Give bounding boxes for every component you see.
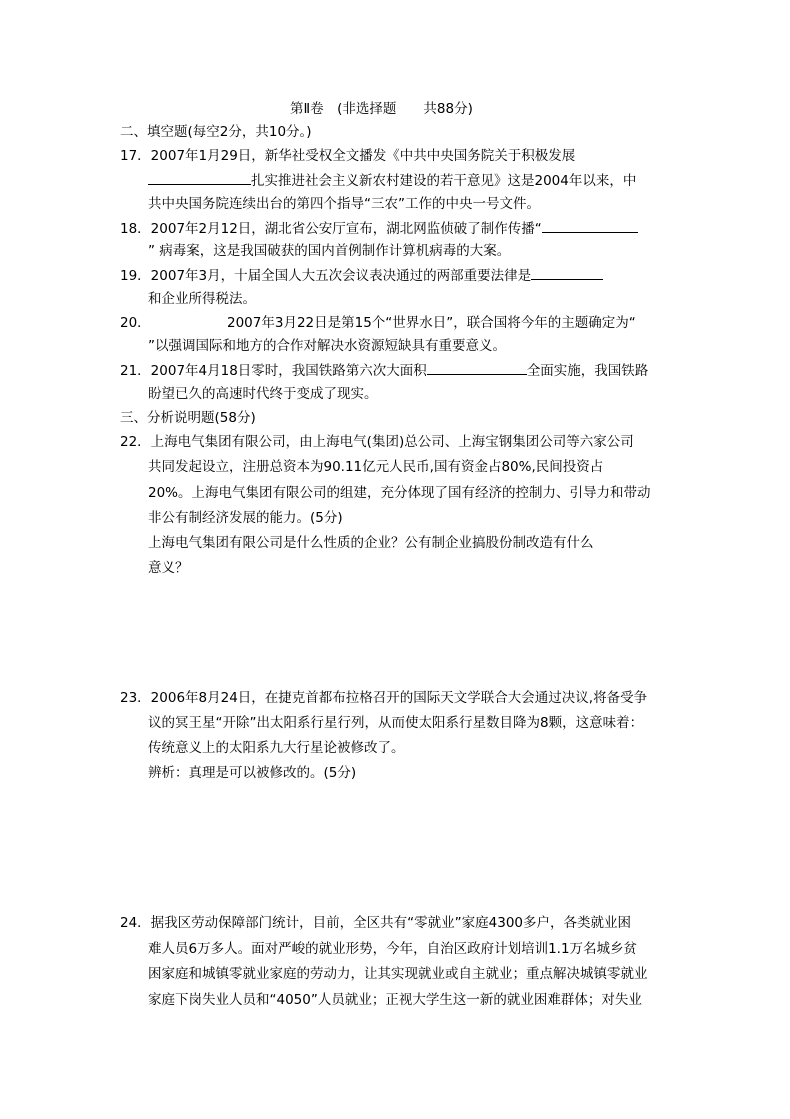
- q22-line1: 22．上海电气集团有限公司，由上海电气(集团)总公司、上海宝钢集团公司等六家公司: [120, 434, 634, 450]
- q21-line2: 盼望已久的高速时代终于变成了现实。: [148, 386, 378, 402]
- q20-number: 20．: [120, 315, 151, 331]
- q20-line2: ”以强调国际和地方的合作对解决水资源短缺具有重要意义。: [148, 338, 506, 354]
- q22-line5: 上海电气集团有限公司是什么性质的企业？公有制企业搞股份制改造有什么: [148, 535, 594, 551]
- section-analysis-title: 三、分析说明题(58分): [120, 410, 256, 426]
- q21-line1: 21．2007年4月18日零时，我国铁路第六次大面积 全面实施，我国铁路: [120, 360, 648, 380]
- answer-blank[interactable]: [148, 170, 251, 185]
- q20-line1: 2007年3月22日是第15个“世界水日”，联合国将今年的主题确定为“: [227, 315, 636, 331]
- q22-line4: 非公有制经济发展的能力。(5分): [148, 510, 343, 526]
- q24-line1: 24．据我区劳动保障部门统计，目前，全区共有“零就业”家庭4300多户，各类就业困: [120, 915, 632, 931]
- q22-line2: 共同发起设立，注册总资本为90.11亿元人民币,国有资金占80%,民间投资占: [148, 459, 604, 475]
- section-fill-in-title: 二、填空题(每空2分，共10分。): [120, 124, 312, 140]
- q18-line1: 18．2007年2月12日，湖北省公安厅宣布，湖北网监侦破了制作传播“: [120, 218, 638, 238]
- q22-line3: 20%。上海电气集团有限公司的组建，充分体现了国有经济的控制力、引导力和带动: [148, 485, 651, 501]
- answer-blank[interactable]: [531, 265, 603, 280]
- q17-line1: 17．2007年1月29日，新华社受权全文播发《中共中央国务院关于积极发展: [120, 148, 576, 164]
- q23-line1: 23．2006年8月24日，在捷克首都布拉格召开的国际天文学联合大会通过决议,将备受争: [120, 690, 648, 706]
- answer-blank[interactable]: [542, 218, 638, 233]
- answer-blank[interactable]: [427, 360, 527, 375]
- q19-line1: 19．2007年3月，十届全国人大五次会议表决通过的两部重要法律是: [120, 265, 603, 285]
- q22-line6: 意义？: [148, 560, 189, 576]
- q23-line2: 议的冥王星“开除”出太阳系行星行列，从而使太阳系行星数目降为8颗，这意味着：: [148, 715, 644, 731]
- q24-line2: 难人员6万多人。面对严峻的就业形势，今年，自治区政府计划培训1.1万名城乡贫: [148, 941, 638, 957]
- q18-line2: ” 病毒案，这是我国破获的国内首例制作计算机病毒的大案。: [148, 243, 511, 259]
- part-heading: 第Ⅱ卷 (非选择题 共88分): [290, 101, 473, 117]
- q23-line3: 传统意义上的太阳系九大行星论被修改了。: [148, 740, 405, 756]
- q17-line2: 扎实推进社会主义新农村建设的若干意见》这是2004年以来，中: [148, 170, 636, 190]
- q24-line3: 困家庭和城镇零就业家庭的劳动力，让其实现就业或自主就业；重点解决城镇零就业: [148, 966, 648, 982]
- q19-line2: 和企业所得税法。: [148, 291, 256, 307]
- q17-line3: 共中央国务院连续出台的第四个指导“三农”工作的中央一号文件。: [148, 196, 540, 212]
- q24-line4: 家庭下岗失业人员和“4050”人员就业；正视大学生这一新的就业困难群体；对失业: [148, 992, 642, 1008]
- q23-line4: 辨析：真理是可以被修改的。(5分): [148, 765, 357, 781]
